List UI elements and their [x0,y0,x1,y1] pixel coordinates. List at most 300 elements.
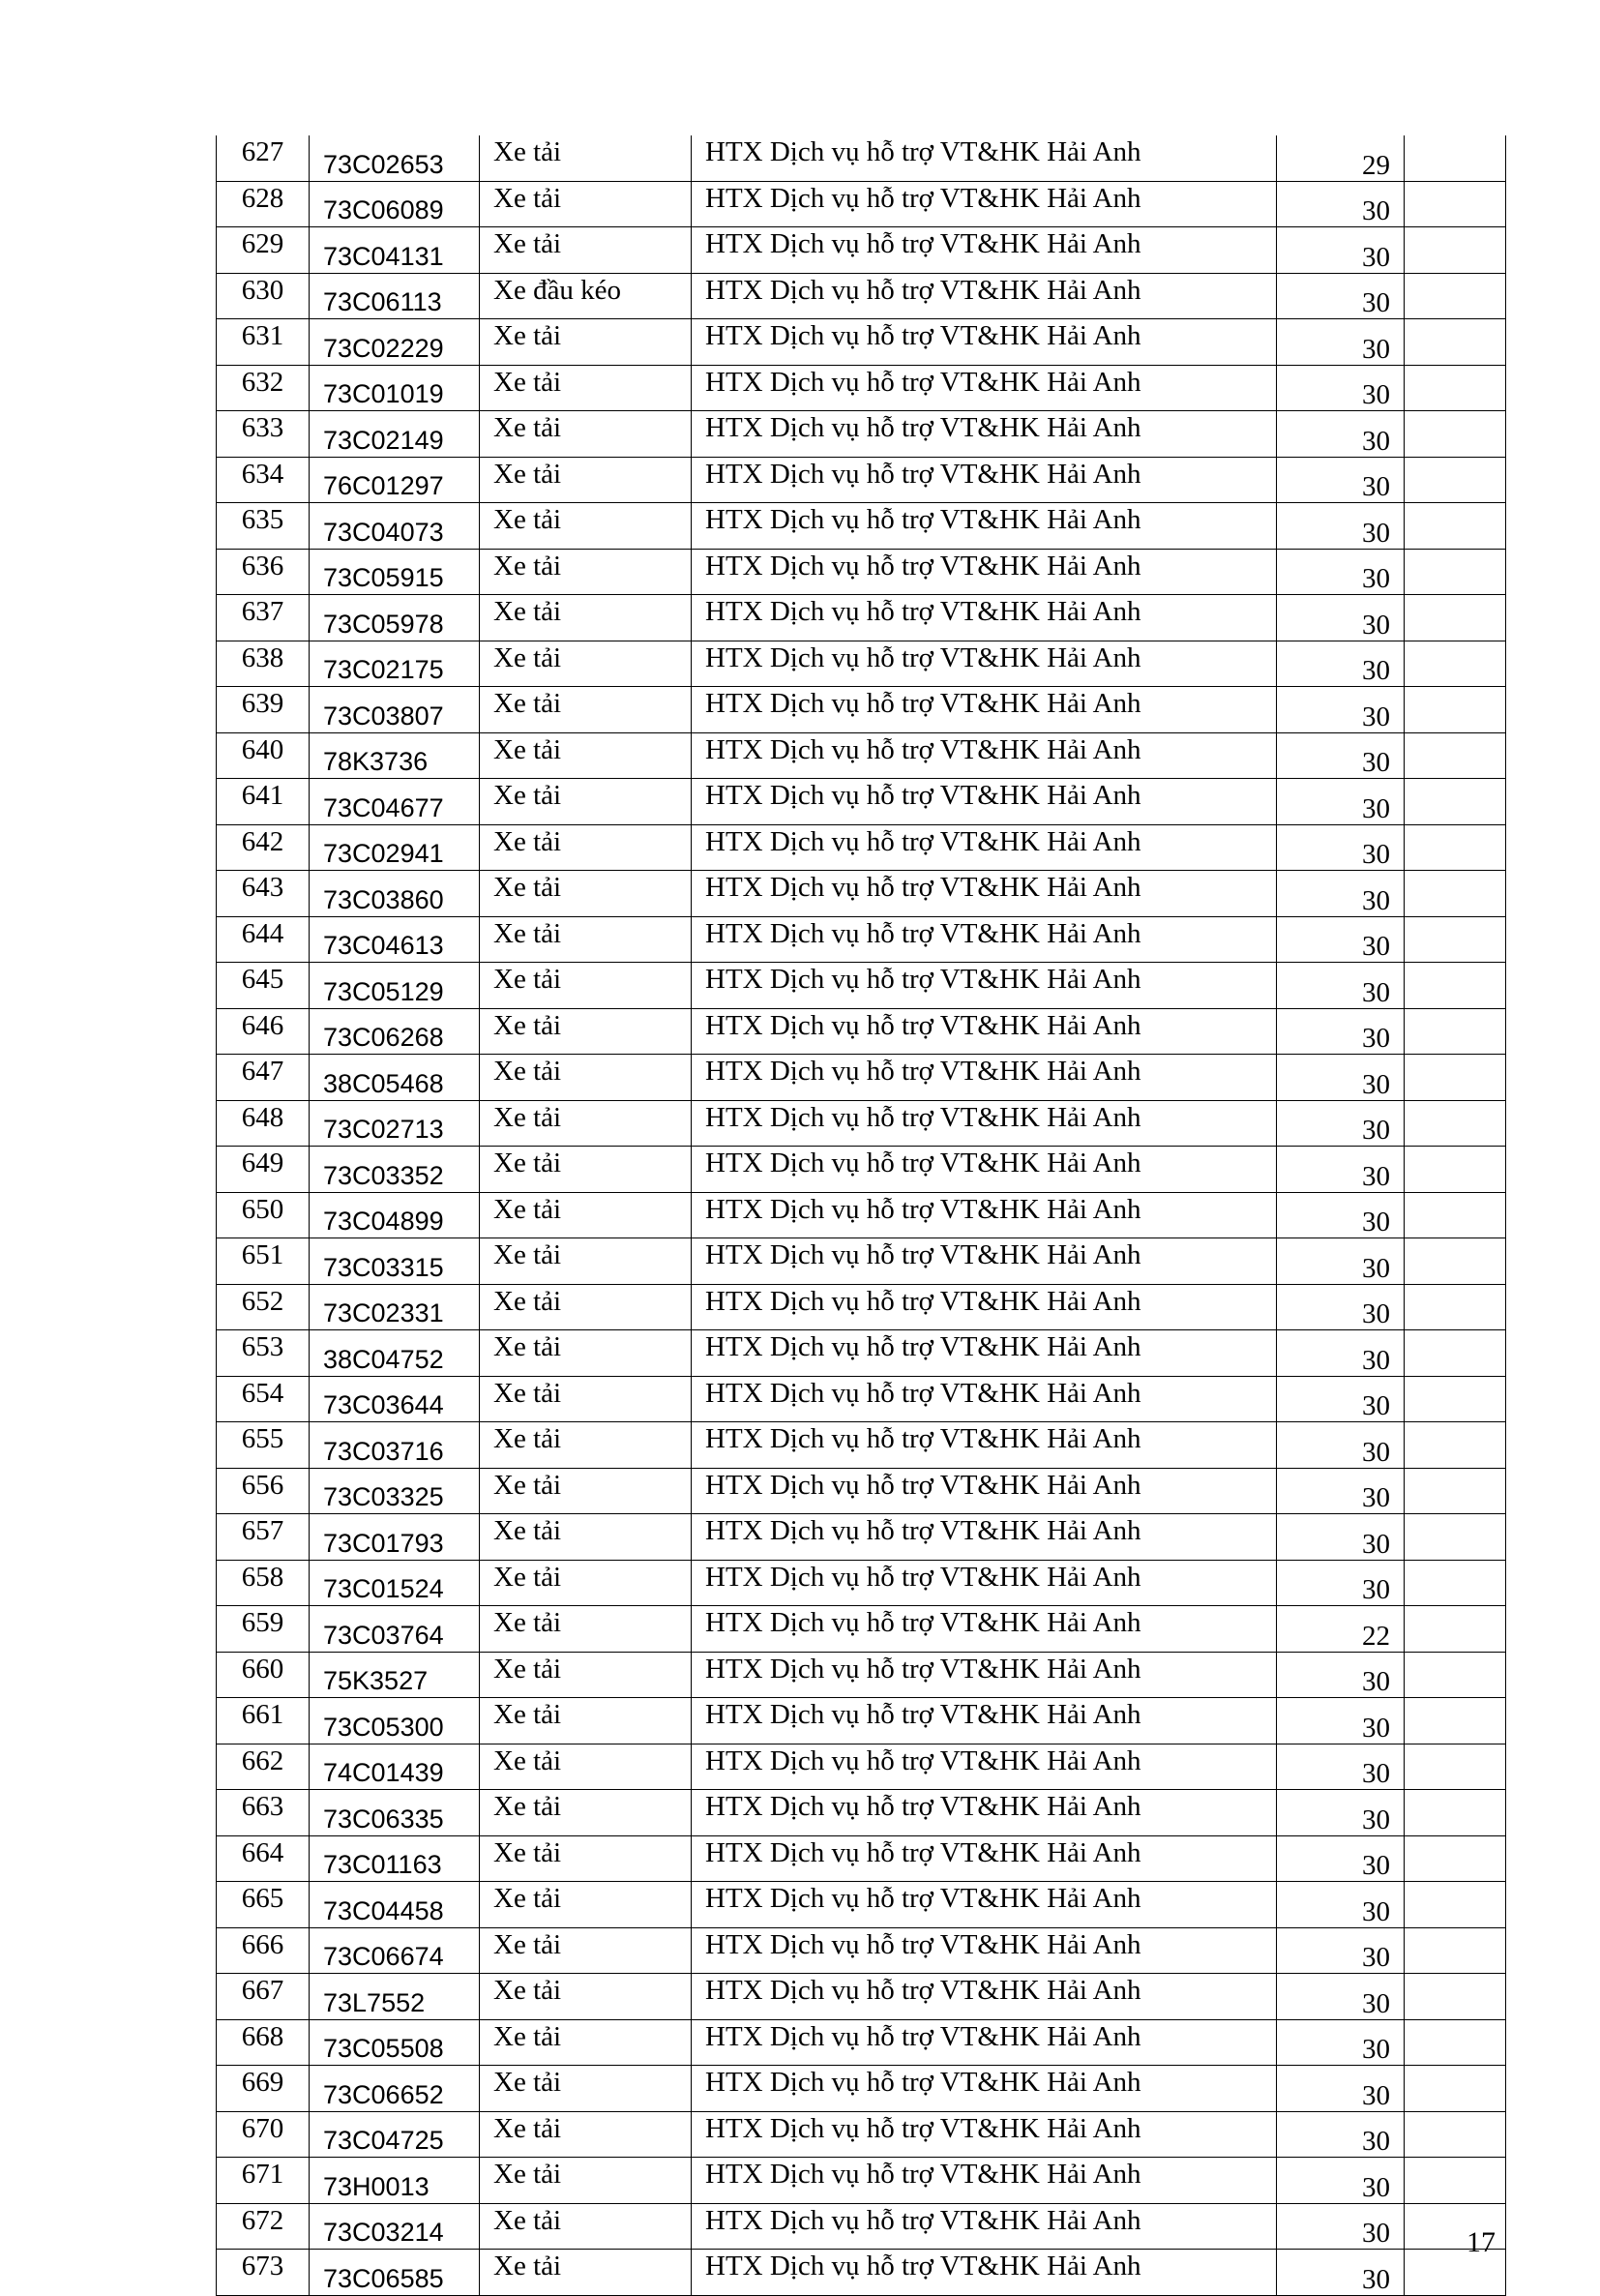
note-cell [1405,1468,1506,1514]
count-cell: 30 [1277,963,1405,1009]
table-row [217,916,1506,963]
operator-unit-cell: HTX Dịch vụ hỗ trợ VT&HK Hải Anh [692,1008,1277,1055]
operator-unit-cell: HTX Dịch vụ hỗ trợ VT&HK Hải Anh [692,1468,1277,1514]
operator-unit-cell: HTX Dịch vụ hỗ trợ VT&HK Hải Anh [692,1652,1277,1698]
plate-number-cell: 74C01439 [310,1744,480,1790]
vehicle-type-cell: Xe tải [480,687,692,733]
count-cell: 30 [1277,1055,1405,1101]
row-number-cell: 665 [217,1882,310,1928]
note-cell [1405,2158,1506,2204]
operator-unit-cell: HTX Dịch vụ hỗ trợ VT&HK Hải Anh [692,2066,1277,2112]
table-row [217,365,1506,411]
table-row [217,411,1506,458]
row-number-cell: 652 [217,1284,310,1330]
plate-number-cell: 73C04677 [310,779,480,825]
count-cell: 30 [1277,732,1405,779]
count-cell: 30 [1277,1744,1405,1790]
note-cell [1405,1192,1506,1238]
note-cell [1405,1422,1506,1469]
row-number-cell: 668 [217,2019,310,2066]
note-cell [1405,1744,1506,1790]
row-number-cell: 656 [217,1468,310,1514]
row-number-cell: 635 [217,503,310,550]
note-cell [1405,1790,1506,1836]
count-cell: 30 [1277,1560,1405,1606]
row-number-cell: 637 [217,595,310,641]
vehicle-type-cell: Xe tải [480,1835,692,1882]
count-cell: 30 [1277,687,1405,733]
count-cell: 30 [1277,181,1405,227]
plate-number-cell: 73C02941 [310,824,480,871]
table-row [217,1882,1506,1928]
count-cell: 30 [1277,1468,1405,1514]
vehicle-type-cell: Xe tải [480,916,692,963]
count-cell: 30 [1277,227,1405,274]
plate-number-cell: 73C06089 [310,181,480,227]
table-row [217,1008,1506,1055]
vehicle-type-cell: Xe tải [480,365,692,411]
plate-number-cell: 73C06585 [310,2250,480,2296]
table-row [217,227,1506,274]
operator-unit-cell: HTX Dịch vụ hỗ trợ VT&HK Hải Anh [692,549,1277,595]
count-cell: 30 [1277,1514,1405,1561]
row-number-cell: 628 [217,181,310,227]
plate-number-cell: 73C03716 [310,1422,480,1469]
table-row [217,2203,1506,2250]
plate-number-cell: 73C05915 [310,549,480,595]
row-number-cell: 659 [217,1606,310,1653]
vehicle-type-cell: Xe tải [480,1974,692,2020]
count-cell: 30 [1277,1652,1405,1698]
count-cell: 30 [1277,2158,1405,2204]
vehicle-type-cell: Xe tải [480,2066,692,2112]
plate-number-cell: 73C03315 [310,1238,480,1285]
page-number: 17 [1467,2226,1496,2258]
operator-unit-cell: HTX Dịch vụ hỗ trợ VT&HK Hải Anh [692,2019,1277,2066]
operator-unit-cell: HTX Dịch vụ hỗ trợ VT&HK Hải Anh [692,1606,1277,1653]
vehicle-type-cell: Xe tải [480,1652,692,1698]
vehicle-type-cell: Xe tải [480,1192,692,1238]
table-row [217,732,1506,779]
row-number-cell: 632 [217,365,310,411]
note-cell [1405,457,1506,503]
row-number-cell: 660 [217,1652,310,1698]
table-row [217,2250,1506,2296]
vehicle-type-cell: Xe tải [480,1790,692,1836]
plate-number-cell: 73C05508 [310,2019,480,2066]
operator-unit-cell: HTX Dịch vụ hỗ trợ VT&HK Hải Anh [692,1284,1277,1330]
count-cell: 30 [1277,2066,1405,2112]
table-row [217,1606,1506,1653]
vehicle-type-cell: Xe tải [480,963,692,1009]
count-cell: 30 [1277,1422,1405,1469]
count-cell: 30 [1277,457,1405,503]
note-cell [1405,1238,1506,1285]
row-number-cell: 644 [217,916,310,963]
table-row [217,1055,1506,1101]
count-cell: 30 [1277,2203,1405,2250]
row-number-cell: 673 [217,2250,310,2296]
row-number-cell: 648 [217,1100,310,1147]
note-cell [1405,1055,1506,1101]
table-row [217,641,1506,687]
count-cell: 30 [1277,1008,1405,1055]
vehicle-type-cell: Xe tải [480,2019,692,2066]
operator-unit-cell: HTX Dịch vụ hỗ trợ VT&HK Hải Anh [692,273,1277,319]
plate-number-cell: 73C05129 [310,963,480,1009]
vehicle-type-cell: Xe tải [480,1468,692,1514]
count-cell: 30 [1277,549,1405,595]
table-row [217,2158,1506,2204]
operator-unit-cell: HTX Dịch vụ hỗ trợ VT&HK Hải Anh [692,1835,1277,1882]
row-number-cell: 649 [217,1147,310,1193]
operator-unit-cell: HTX Dịch vụ hỗ trợ VT&HK Hải Anh [692,732,1277,779]
table-row [217,1974,1506,2020]
plate-number-cell: 73C02149 [310,411,480,458]
count-cell: 30 [1277,1238,1405,1285]
operator-unit-cell: HTX Dịch vụ hỗ trợ VT&HK Hải Anh [692,1744,1277,1790]
operator-unit-cell: HTX Dịch vụ hỗ trợ VT&HK Hải Anh [692,916,1277,963]
table-row [217,457,1506,503]
count-cell: 30 [1277,319,1405,366]
row-number-cell: 666 [217,1927,310,1974]
plate-number-cell: 73C03860 [310,871,480,917]
operator-unit-cell: HTX Dịch vụ hỗ trợ VT&HK Hải Anh [692,824,1277,871]
plate-number-cell: 73C03807 [310,687,480,733]
note-cell [1405,595,1506,641]
count-cell: 30 [1277,1790,1405,1836]
plate-number-cell: 73C01163 [310,1835,480,1882]
count-cell: 30 [1277,1882,1405,1928]
row-number-cell: 639 [217,687,310,733]
operator-unit-cell: HTX Dịch vụ hỗ trợ VT&HK Hải Anh [692,503,1277,550]
count-cell: 30 [1277,1147,1405,1193]
row-number-cell: 641 [217,779,310,825]
table-row [217,1744,1506,1790]
vehicle-type-cell: Xe tải [480,181,692,227]
count-cell: 30 [1277,1100,1405,1147]
table-row [217,2019,1506,2066]
note-cell [1405,2066,1506,2112]
operator-unit-cell: HTX Dịch vụ hỗ trợ VT&HK Hải Anh [692,1376,1277,1422]
note-cell [1405,732,1506,779]
vehicle-type-cell: Xe tải [480,1238,692,1285]
operator-unit-cell: HTX Dịch vụ hỗ trợ VT&HK Hải Anh [692,1192,1277,1238]
count-cell: 30 [1277,365,1405,411]
operator-unit-cell: HTX Dịch vụ hỗ trợ VT&HK Hải Anh [692,641,1277,687]
table-row [217,824,1506,871]
table-row [217,1560,1506,1606]
table-row [217,135,1506,181]
count-cell: 30 [1277,916,1405,963]
note-cell [1405,1560,1506,1606]
row-number-cell: 650 [217,1192,310,1238]
operator-unit-cell: HTX Dịch vụ hỗ trợ VT&HK Hải Anh [692,1974,1277,2020]
plate-number-cell: 73C02713 [310,1100,480,1147]
operator-unit-cell: HTX Dịch vụ hỗ trợ VT&HK Hải Anh [692,2250,1277,2296]
row-number-cell: 657 [217,1514,310,1561]
note-cell [1405,1100,1506,1147]
operator-unit-cell: HTX Dịch vụ hỗ trợ VT&HK Hải Anh [692,1560,1277,1606]
count-cell: 30 [1277,1835,1405,1882]
operator-unit-cell: HTX Dịch vụ hỗ trợ VT&HK Hải Anh [692,411,1277,458]
table-row [217,595,1506,641]
row-number-cell: 658 [217,1560,310,1606]
note-cell [1405,641,1506,687]
row-number-cell: 661 [217,1698,310,1744]
operator-unit-cell: HTX Dịch vụ hỗ trợ VT&HK Hải Anh [692,1238,1277,1285]
row-number-cell: 642 [217,824,310,871]
vehicle-type-cell: Xe tải [480,595,692,641]
table-row [217,1514,1506,1561]
operator-unit-cell: HTX Dịch vụ hỗ trợ VT&HK Hải Anh [692,687,1277,733]
plate-number-cell: 73C03214 [310,2203,480,2250]
operator-unit-cell: HTX Dịch vụ hỗ trợ VT&HK Hải Anh [692,227,1277,274]
table-row [217,1147,1506,1193]
vehicle-type-cell: Xe tải [480,1147,692,1193]
operator-unit-cell: HTX Dịch vụ hỗ trợ VT&HK Hải Anh [692,1790,1277,1836]
vehicle-type-cell: Xe đầu kéo [480,273,692,319]
count-cell: 30 [1277,595,1405,641]
row-number-cell: 655 [217,1422,310,1469]
note-cell [1405,1835,1506,1882]
row-number-cell: 643 [217,871,310,917]
count-cell: 30 [1277,1927,1405,1974]
operator-unit-cell: HTX Dịch vụ hỗ trợ VT&HK Hải Anh [692,1882,1277,1928]
vehicle-type-cell: Xe tải [480,549,692,595]
operator-unit-cell: HTX Dịch vụ hỗ trợ VT&HK Hải Anh [692,1100,1277,1147]
note-cell [1405,1330,1506,1377]
operator-unit-cell: HTX Dịch vụ hỗ trợ VT&HK Hải Anh [692,457,1277,503]
table-row [217,1835,1506,1882]
operator-unit-cell: HTX Dịch vụ hỗ trợ VT&HK Hải Anh [692,595,1277,641]
plate-number-cell: 73C06335 [310,1790,480,1836]
plate-number-cell: 73C03325 [310,1468,480,1514]
plate-number-cell: 73H0013 [310,2158,480,2204]
plate-number-cell: 73C06113 [310,273,480,319]
row-number-cell: 670 [217,2111,310,2158]
row-number-cell: 671 [217,2158,310,2204]
row-number-cell: 631 [217,319,310,366]
vehicle-type-cell: Xe tải [480,457,692,503]
vehicle-type-cell: Xe tải [480,411,692,458]
count-cell: 22 [1277,1606,1405,1653]
operator-unit-cell: HTX Dịch vụ hỗ trợ VT&HK Hải Anh [692,1927,1277,1974]
plate-number-cell: 73C03352 [310,1147,480,1193]
vehicle-type-cell: Xe tải [480,319,692,366]
note-cell [1405,227,1506,274]
plate-number-cell: 73C04725 [310,2111,480,2158]
plate-number-cell: 76C01297 [310,457,480,503]
plate-number-cell: 75K3527 [310,1652,480,1698]
note-cell [1405,503,1506,550]
table-row [217,319,1506,366]
row-number-cell: 627 [217,135,310,181]
count-cell: 30 [1277,779,1405,825]
count-cell: 30 [1277,641,1405,687]
vehicle-type-cell: Xe tải [480,2203,692,2250]
vehicle-type-cell: Xe tải [480,1008,692,1055]
note-cell [1405,824,1506,871]
row-number-cell: 664 [217,1835,310,1882]
plate-number-cell: 73C04131 [310,227,480,274]
table-row [217,181,1506,227]
vehicle-type-cell: Xe tải [480,1514,692,1561]
vehicle-type-cell: Xe tải [480,641,692,687]
vehicle-type-cell: Xe tải [480,135,692,181]
operator-unit-cell: HTX Dịch vụ hỗ trợ VT&HK Hải Anh [692,779,1277,825]
plate-number-cell: 73C04073 [310,503,480,550]
operator-unit-cell: HTX Dịch vụ hỗ trợ VT&HK Hải Anh [692,1330,1277,1377]
table-row [217,1652,1506,1698]
operator-unit-cell: HTX Dịch vụ hỗ trợ VT&HK Hải Anh [692,1055,1277,1101]
count-cell: 30 [1277,2019,1405,2066]
vehicle-type-cell: Xe tải [480,1606,692,1653]
table-row [217,1284,1506,1330]
row-number-cell: 640 [217,732,310,779]
vehicle-type-cell: Xe tải [480,1744,692,1790]
table-row [217,1927,1506,1974]
note-cell [1405,1927,1506,1974]
operator-unit-cell: HTX Dịch vụ hỗ trợ VT&HK Hải Anh [692,181,1277,227]
table-row [217,963,1506,1009]
row-number-cell: 672 [217,2203,310,2250]
plate-number-cell: 73C04458 [310,1882,480,1928]
note-cell [1405,411,1506,458]
plate-number-cell: 73C02331 [310,1284,480,1330]
note-cell [1405,135,1506,181]
plate-number-cell: 73L7552 [310,1974,480,2020]
note-cell [1405,1698,1506,1744]
vehicle-type-cell: Xe tải [480,227,692,274]
table-row [217,1790,1506,1836]
note-cell [1405,687,1506,733]
vehicle-type-cell: Xe tải [480,1055,692,1101]
count-cell: 30 [1277,2250,1405,2296]
operator-unit-cell: HTX Dịch vụ hỗ trợ VT&HK Hải Anh [692,2203,1277,2250]
vehicle-type-cell: Xe tải [480,1422,692,1469]
plate-number-cell: 73C04613 [310,916,480,963]
plate-number-cell: 38C04752 [310,1330,480,1377]
table-row [217,1238,1506,1285]
count-cell: 30 [1277,824,1405,871]
operator-unit-cell: HTX Dịch vụ hỗ trợ VT&HK Hải Anh [692,963,1277,1009]
table-row [217,1376,1506,1422]
vehicle-type-cell: Xe tải [480,1330,692,1377]
count-cell: 30 [1277,503,1405,550]
table-row [217,549,1506,595]
row-number-cell: 638 [217,641,310,687]
row-number-cell: 636 [217,549,310,595]
row-number-cell: 667 [217,1974,310,2020]
note-cell [1405,1376,1506,1422]
note-cell [1405,1882,1506,1928]
note-cell [1405,273,1506,319]
vehicle-type-cell: Xe tải [480,2158,692,2204]
row-number-cell: 629 [217,227,310,274]
plate-number-cell: 73C06268 [310,1008,480,1055]
note-cell [1405,963,1506,1009]
count-cell: 30 [1277,1192,1405,1238]
plate-number-cell: 73C02229 [310,319,480,366]
vehicle-type-cell: Xe tải [480,1698,692,1744]
table-row [217,1330,1506,1377]
vehicle-type-cell: Xe tải [480,1560,692,1606]
vehicle-type-cell: Xe tải [480,1100,692,1147]
note-cell [1405,1606,1506,1653]
count-cell: 30 [1277,871,1405,917]
plate-number-cell: 73C03764 [310,1606,480,1653]
operator-unit-cell: HTX Dịch vụ hỗ trợ VT&HK Hải Anh [692,319,1277,366]
vehicle-type-cell: Xe tải [480,732,692,779]
note-cell [1405,181,1506,227]
table-row [217,687,1506,733]
operator-unit-cell: HTX Dịch vụ hỗ trợ VT&HK Hải Anh [692,2111,1277,2158]
plate-number-cell: 73C02653 [310,135,480,181]
note-cell [1405,1284,1506,1330]
plate-number-cell: 73C06652 [310,2066,480,2112]
operator-unit-cell: HTX Dịch vụ hỗ trợ VT&HK Hải Anh [692,365,1277,411]
row-number-cell: 654 [217,1376,310,1422]
count-cell: 29 [1277,135,1405,181]
plate-number-cell: 73C01793 [310,1514,480,1561]
note-cell [1405,1514,1506,1561]
table-row [217,2066,1506,2112]
row-number-cell: 651 [217,1238,310,1285]
count-cell: 30 [1277,1376,1405,1422]
count-cell: 30 [1277,2111,1405,2158]
row-number-cell: 630 [217,273,310,319]
vehicle-type-cell: Xe tải [480,871,692,917]
row-number-cell: 653 [217,1330,310,1377]
count-cell: 30 [1277,411,1405,458]
row-number-cell: 646 [217,1008,310,1055]
vehicle-type-cell: Xe tải [480,1927,692,1974]
count-cell: 30 [1277,1284,1405,1330]
count-cell: 30 [1277,1974,1405,2020]
note-cell [1405,1974,1506,2020]
operator-unit-cell: HTX Dịch vụ hỗ trợ VT&HK Hải Anh [692,1698,1277,1744]
table-row [217,779,1506,825]
operator-unit-cell: HTX Dịch vụ hỗ trợ VT&HK Hải Anh [692,2158,1277,2204]
vehicle-type-cell: Xe tải [480,824,692,871]
vehicle-type-cell: Xe tải [480,1882,692,1928]
plate-number-cell: 38C05468 [310,1055,480,1101]
plate-number-cell: 73C01524 [310,1560,480,1606]
operator-unit-cell: HTX Dịch vụ hỗ trợ VT&HK Hải Anh [692,1147,1277,1193]
row-number-cell: 647 [217,1055,310,1101]
operator-unit-cell: HTX Dịch vụ hỗ trợ VT&HK Hải Anh [692,871,1277,917]
vehicle-type-cell: Xe tải [480,2250,692,2296]
table-row [217,1468,1506,1514]
vehicle-type-cell: Xe tải [480,779,692,825]
table-row [217,273,1506,319]
table-row [217,2111,1506,2158]
plate-number-cell: 78K3736 [310,732,480,779]
vehicle-table-body [217,135,1506,2295]
row-number-cell: 633 [217,411,310,458]
note-cell [1405,365,1506,411]
note-cell [1405,871,1506,917]
note-cell [1405,779,1506,825]
table-row [217,1192,1506,1238]
plate-number-cell: 73C02175 [310,641,480,687]
operator-unit-cell: HTX Dịch vụ hỗ trợ VT&HK Hải Anh [692,1422,1277,1469]
vehicle-type-cell: Xe tải [480,2111,692,2158]
vehicle-type-cell: Xe tải [480,1376,692,1422]
row-number-cell: 662 [217,1744,310,1790]
table-row [217,1100,1506,1147]
